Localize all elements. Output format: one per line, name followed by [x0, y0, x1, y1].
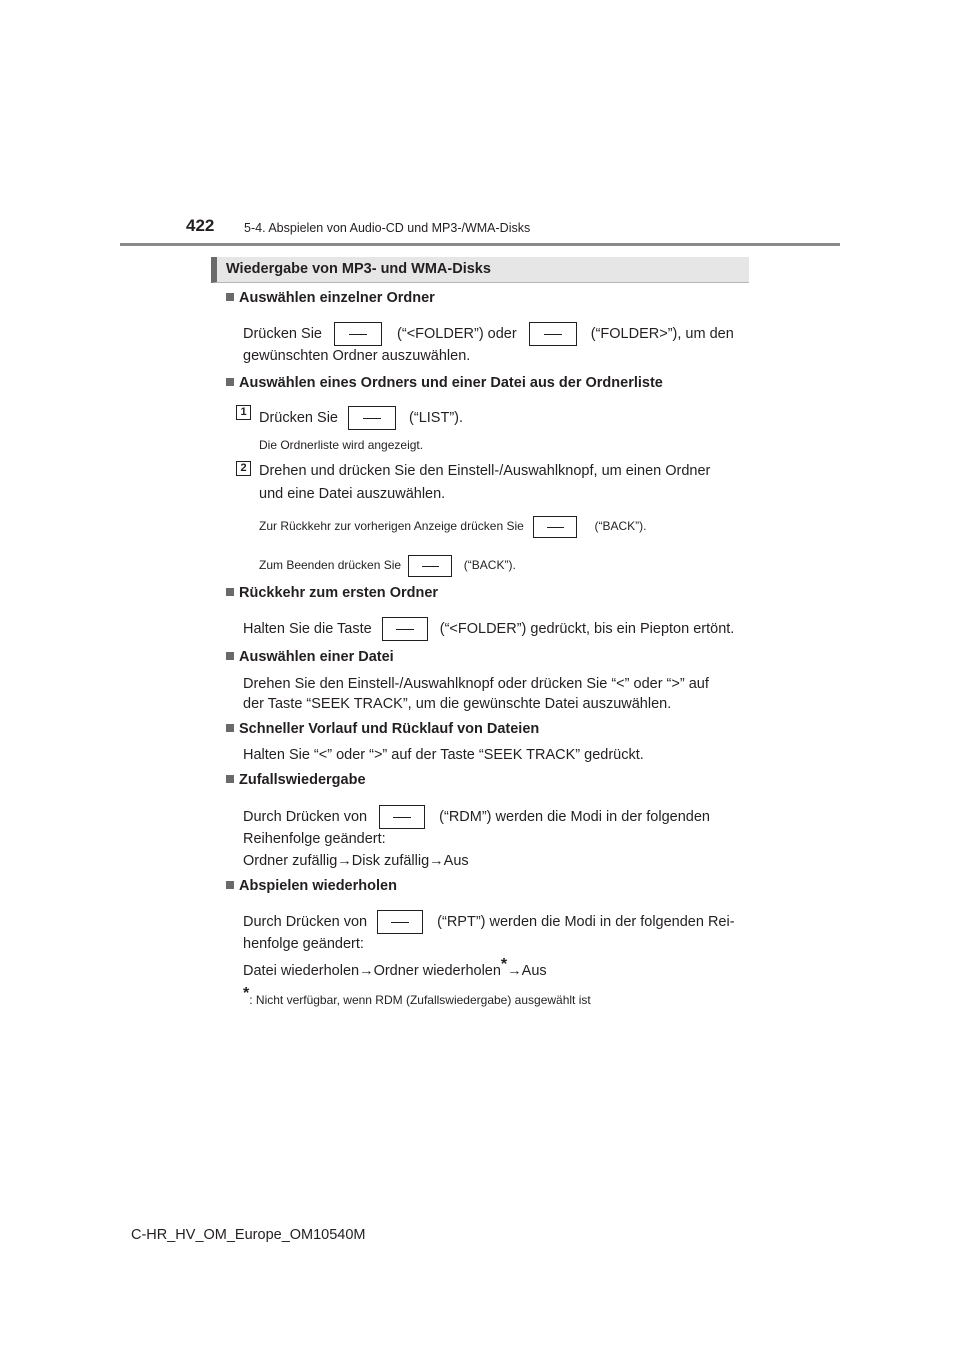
- step-text: Drücken Sie (“LIST”).: [259, 406, 463, 430]
- step-text: Drehen und drücken Sie den Einstell-/Auswahlknopf, um einen Ordner: [259, 463, 711, 479]
- square-bullet-icon: [226, 588, 234, 596]
- body-line: Reihenfolge geändert:: [243, 831, 386, 847]
- section-heading: Auswählen eines Ordners und einer Datei aus der Ordnerliste: [226, 375, 663, 391]
- header-rule: [120, 243, 840, 246]
- square-bullet-icon: [226, 378, 234, 386]
- note-text: Die Ordnerliste wird angezeigt.: [259, 438, 424, 452]
- folder-next-button-icon: [529, 322, 577, 346]
- square-bullet-icon: [226, 775, 234, 783]
- note-text: Zum Beenden drücken Sie (“BACK”).: [259, 555, 516, 577]
- section-heading: Schneller Vorlauf und Rücklauf von Dateien: [226, 721, 539, 737]
- section-heading: Zufallswiedergabe: [226, 772, 366, 788]
- topic-title: Wiedergabe von MP3- und WMA-Disks: [226, 261, 491, 277]
- body-line: Durch Drücken von (“RDM”) werden die Modi in der folgenden: [243, 805, 710, 829]
- section-header: 5-4. Abspielen von Audio-CD und MP3-/WMA-Disks: [244, 221, 531, 235]
- footnote-marker: *: [500, 956, 508, 973]
- note-text: Zur Rückkehr zur vorherigen Anzeige drücken Sie (“BACK”).: [259, 516, 646, 538]
- body-line: Datei wiederholen→Ordner wiederholen*→Aus: [243, 956, 547, 979]
- body-line: Halten Sie “<” oder “>” auf der Taste “SEEK TRACK” gedrückt.: [243, 747, 644, 763]
- square-bullet-icon: [226, 881, 234, 889]
- folder-prev-button-icon: [382, 617, 428, 641]
- square-bullet-icon: [226, 293, 234, 301]
- step-number: 2: [236, 461, 251, 476]
- body-line: Drücken Sie (“<FOLDER”) oder (“FOLDER>”), um den: [243, 322, 734, 346]
- rpt-button-icon: [377, 910, 423, 934]
- back-button-icon: [533, 516, 577, 538]
- footnote: *: Nicht verfügbar, wenn RDM (Zufallswiedergabe) ausgewählt ist: [243, 985, 591, 1007]
- back-button-icon: [408, 555, 452, 577]
- footnote-marker: *: [243, 985, 250, 1002]
- topic-bar: [211, 257, 749, 283]
- section-heading: Auswählen einzelner Ordner: [226, 290, 435, 306]
- square-bullet-icon: [226, 652, 234, 660]
- step-text: und eine Datei auszuwählen.: [259, 486, 446, 502]
- list-button-icon: [348, 406, 396, 430]
- body-line: gewünschten Ordner auszuwählen.: [243, 348, 471, 364]
- section-heading: Auswählen einer Datei: [226, 649, 394, 665]
- square-bullet-icon: [226, 724, 234, 732]
- body-line: Halten Sie die Taste (“<FOLDER”) gedrückt, bis ein Piepton ertönt.: [243, 617, 734, 641]
- body-line: Ordner zufällig→Disk zufällig→Aus: [243, 853, 469, 869]
- body-line: der Taste “SEEK TRACK”, um die gewünschte Datei auszuwählen.: [243, 696, 672, 712]
- section-heading: Rückkehr zum ersten Ordner: [226, 585, 438, 601]
- folder-prev-button-icon: [334, 322, 382, 346]
- body-line: henfolge geändert:: [243, 936, 364, 952]
- body-line: Durch Drücken von (“RPT”) werden die Modi in der folgenden Rei-: [243, 910, 735, 934]
- step-number: 1: [236, 405, 251, 420]
- section-heading: Abspielen wiederholen: [226, 878, 397, 894]
- page-number: 422: [186, 216, 215, 235]
- footer-code: C-HR_HV_OM_Europe_OM10540M: [131, 1227, 366, 1243]
- rdm-button-icon: [379, 805, 425, 829]
- body-line: Drehen Sie den Einstell-/Auswahlknopf oder drücken Sie “<” oder “>” auf: [243, 676, 709, 692]
